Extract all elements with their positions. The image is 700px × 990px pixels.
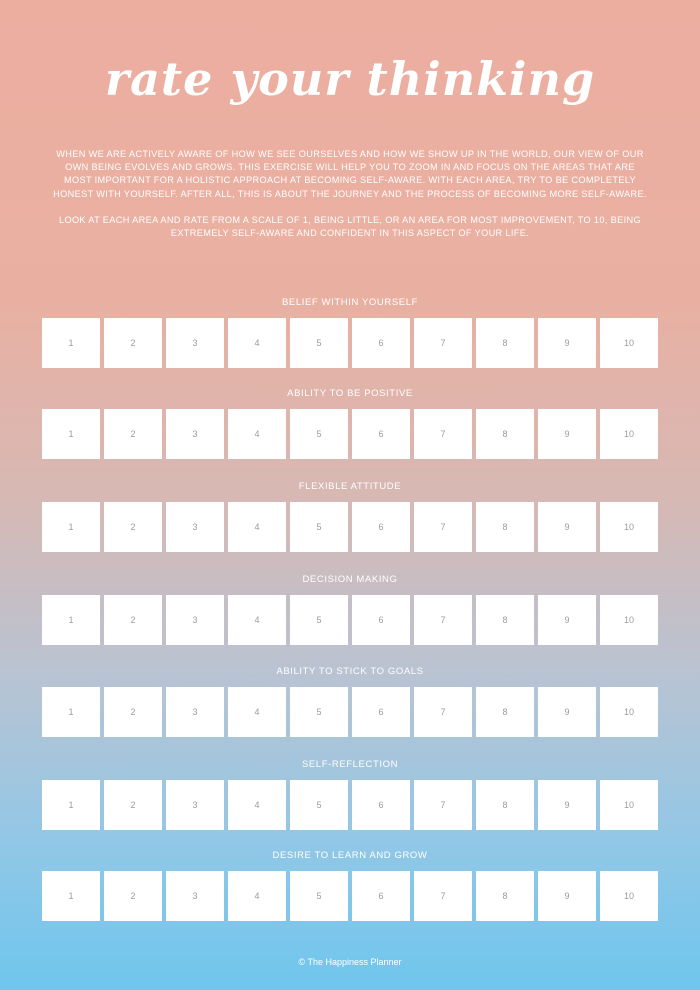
rating-box[interactable]: 5 <box>290 502 348 552</box>
rating-box[interactable]: 1 <box>42 409 100 459</box>
rating-box[interactable]: 3 <box>166 871 224 921</box>
rating-box[interactable]: 4 <box>228 595 286 645</box>
rating-box[interactable]: 10 <box>600 687 658 737</box>
intro-text <box>50 148 650 253</box>
rating-box[interactable]: 10 <box>600 502 658 552</box>
intro-paragraph-1: WHEN WE ARE ACTIVELY AWARE OF HOW WE SEE OURSELVES AND HOW WE SHOW UP IN THE WORLD, OUR VIEW OF OUR OWN BEING EVOLVES AND GROWS. THIS EXERCISE WILL HELP YOU TO ZOOM IN AND FOCUS ON THE AREAS THAT ARE MOST IMPORTANT FOR A HOLISTIC APPROACH AT BECOMING SELF-AWARE. WITH EACH AREA, TRY TO BE COMPLETELY HONEST WITH YOURSELF. AFTER ALL, THIS IS ABOUT THE JOURNEY AND THE PROCESS OF BECOMING MORE SELF-AWARE. <box>53 149 647 199</box>
rating-scale-row <box>42 780 658 830</box>
rating-scale-row <box>42 409 658 459</box>
rating-box[interactable]: 1 <box>42 318 100 368</box>
rating-box[interactable]: 9 <box>538 502 596 552</box>
rating-box[interactable]: 3 <box>166 502 224 552</box>
rating-box[interactable]: 3 <box>166 318 224 368</box>
rating-box[interactable]: 2 <box>104 780 162 830</box>
rating-scale-row <box>42 595 658 645</box>
rating-box[interactable]: 8 <box>476 409 534 459</box>
rating-box[interactable]: 5 <box>290 871 348 921</box>
rating-scale-row <box>42 687 658 737</box>
rating-scale-row <box>42 318 658 368</box>
rating-box[interactable]: 9 <box>538 780 596 830</box>
rating-box[interactable]: 3 <box>166 409 224 459</box>
section-label: SELF-REFLECTION <box>301 759 399 770</box>
rating-box[interactable]: 4 <box>228 502 286 552</box>
rating-box[interactable]: 6 <box>352 687 410 737</box>
rating-box[interactable]: 6 <box>352 502 410 552</box>
rating-box[interactable]: 4 <box>228 409 286 459</box>
rating-box[interactable]: 8 <box>476 871 534 921</box>
rating-box[interactable]: 2 <box>104 409 162 459</box>
rating-box[interactable]: 5 <box>290 318 348 368</box>
rating-box[interactable]: 3 <box>166 687 224 737</box>
rating-box[interactable]: 8 <box>476 318 534 368</box>
rating-box[interactable]: 9 <box>538 318 596 368</box>
rating-box[interactable]: 7 <box>414 780 472 830</box>
rating-box[interactable]: 9 <box>538 687 596 737</box>
rating-box[interactable]: 1 <box>42 687 100 737</box>
section-label: BELIEF WITHIN YOURSELF <box>281 297 419 308</box>
page-title: rate your thinking <box>104 52 596 106</box>
rating-box[interactable]: 7 <box>414 409 472 459</box>
rating-section <box>0 573 700 625</box>
rating-box[interactable]: 10 <box>600 409 658 459</box>
rating-box[interactable]: 1 <box>42 595 100 645</box>
rating-box[interactable]: 9 <box>538 409 596 459</box>
rating-box[interactable]: 6 <box>352 780 410 830</box>
rating-box[interactable]: 1 <box>42 780 100 830</box>
intro-paragraph-2: LOOK AT EACH AREA AND RATE FROM A SCALE OF 1, BEING LITTLE, OR AN AREA FOR MOST IMPROVEMENT, TO 10, BEING EXTREMELY SELF-AWARE AND CONFIDENT IN THIS ASPECT OF YOUR LIFE. <box>58 214 641 239</box>
rating-box[interactable]: 2 <box>104 595 162 645</box>
rating-box[interactable]: 3 <box>166 780 224 830</box>
rating-box[interactable]: 7 <box>414 687 472 737</box>
section-label: DESIRE TO LEARN AND GROW <box>272 850 428 861</box>
rating-box[interactable]: 5 <box>290 780 348 830</box>
rating-box[interactable]: 7 <box>414 871 472 921</box>
rating-section <box>0 665 700 717</box>
rating-box[interactable]: 5 <box>290 595 348 645</box>
rating-box[interactable]: 9 <box>538 595 596 645</box>
rating-box[interactable]: 2 <box>104 318 162 368</box>
rating-box[interactable]: 4 <box>228 871 286 921</box>
rating-box[interactable]: 10 <box>600 780 658 830</box>
rating-box[interactable]: 6 <box>352 871 410 921</box>
rating-box[interactable]: 4 <box>228 318 286 368</box>
rating-box[interactable]: 5 <box>290 687 348 737</box>
rating-box[interactable]: 2 <box>104 502 162 552</box>
section-label: FLEXIBLE ATTITUDE <box>298 481 402 492</box>
rating-section <box>0 849 700 901</box>
rating-box[interactable]: 9 <box>538 871 596 921</box>
section-label: DECISION MAKING <box>302 574 398 585</box>
rating-box[interactable]: 2 <box>104 871 162 921</box>
rating-section <box>0 758 700 810</box>
rating-box[interactable]: 4 <box>228 780 286 830</box>
copyright-footer: © The Happiness Planner <box>298 957 402 967</box>
rating-box[interactable]: 6 <box>352 318 410 368</box>
rating-box[interactable]: 8 <box>476 780 534 830</box>
rating-section <box>0 296 700 348</box>
rating-box[interactable]: 4 <box>228 687 286 737</box>
section-label: ABILITY TO STICK TO GOALS <box>276 666 424 677</box>
rating-box[interactable]: 5 <box>290 409 348 459</box>
rating-box[interactable]: 2 <box>104 687 162 737</box>
rating-box[interactable]: 10 <box>600 595 658 645</box>
rating-box[interactable]: 7 <box>414 318 472 368</box>
rating-section <box>0 387 700 439</box>
rating-box[interactable]: 1 <box>42 871 100 921</box>
rating-box[interactable]: 8 <box>476 502 534 552</box>
rating-box[interactable]: 7 <box>414 595 472 645</box>
rating-section <box>0 480 700 532</box>
rating-box[interactable]: 1 <box>42 502 100 552</box>
rating-box[interactable]: 10 <box>600 318 658 368</box>
rating-box[interactable]: 10 <box>600 871 658 921</box>
rating-box[interactable]: 3 <box>166 595 224 645</box>
section-label: ABILITY TO BE POSITIVE <box>287 388 413 399</box>
rating-scale-row <box>42 502 658 552</box>
rating-box[interactable]: 7 <box>414 502 472 552</box>
rating-box[interactable]: 6 <box>352 595 410 645</box>
rating-box[interactable]: 8 <box>476 687 534 737</box>
rating-box[interactable]: 8 <box>476 595 534 645</box>
rating-scale-row <box>42 871 658 921</box>
rating-box[interactable]: 6 <box>352 409 410 459</box>
